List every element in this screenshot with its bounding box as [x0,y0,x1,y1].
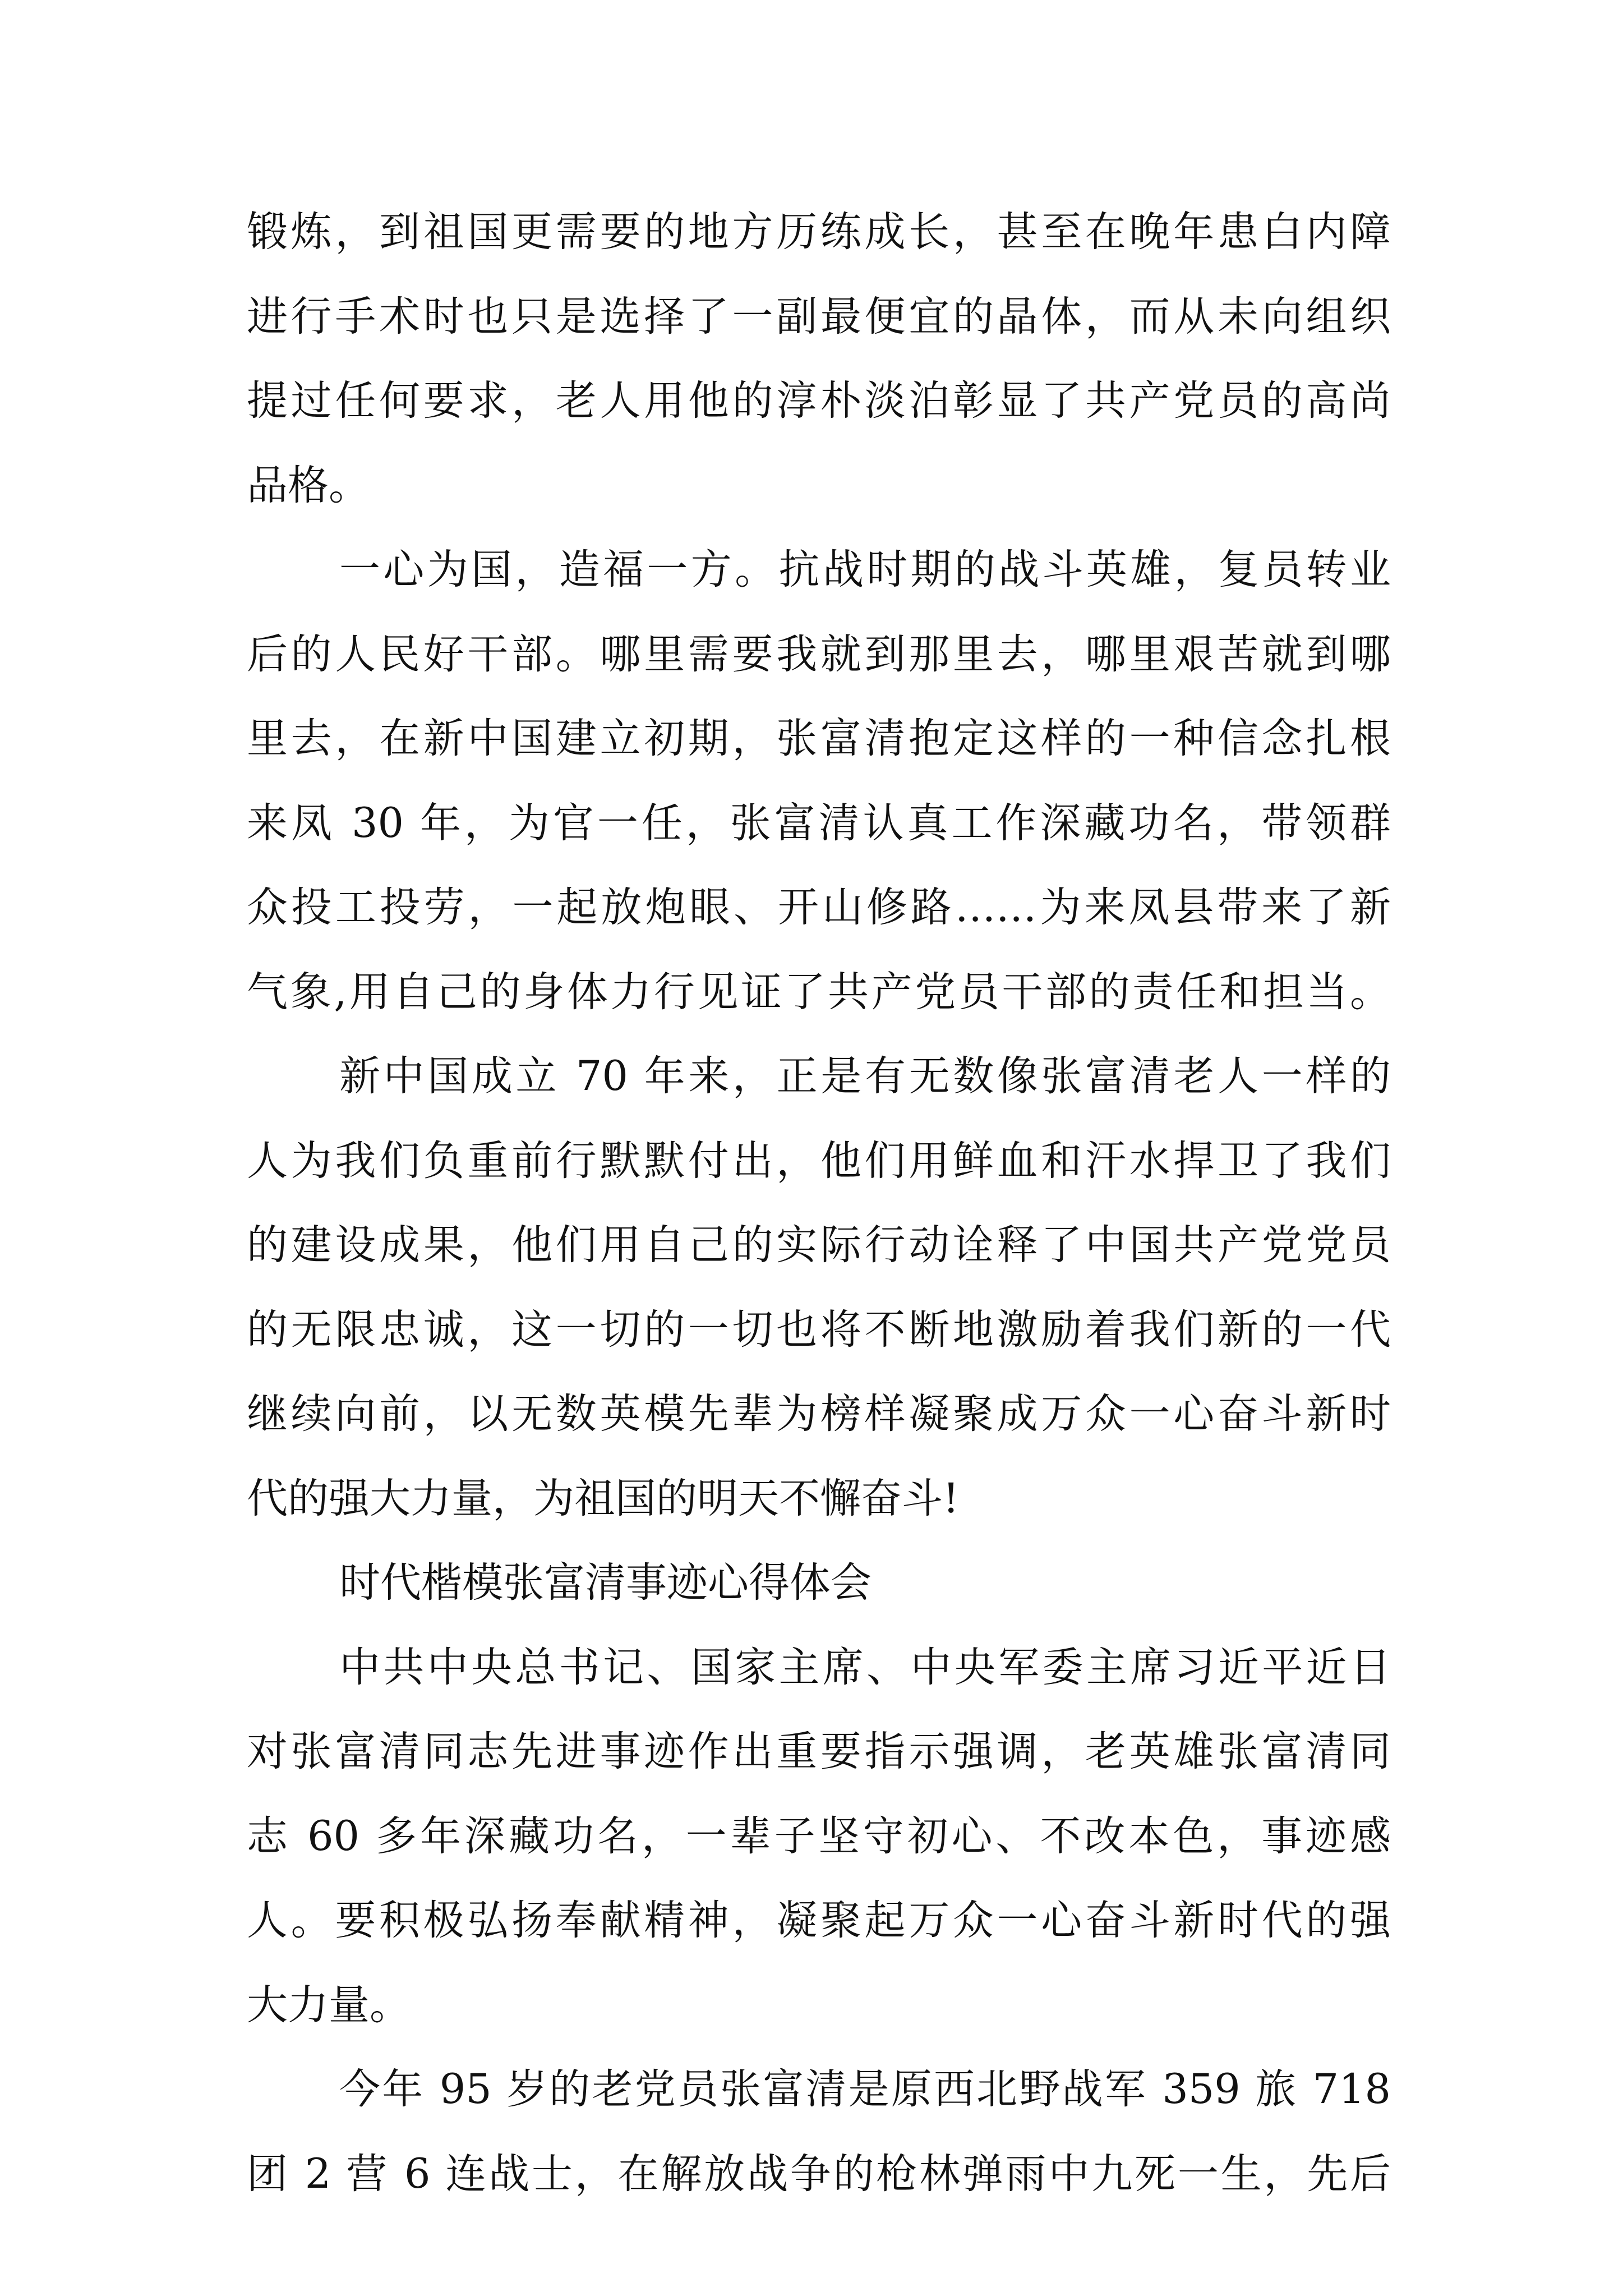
text-line-3 [0,359,1623,443]
text-line-15-content: 继续向前，以无数英模先辈为榜样凝聚成万众一心奋斗新时 [247,1390,1391,1438]
text-line-19 [0,1710,1623,1794]
text-line-9-content: 众投工投劳，一起放炮眼、开山修路……为来凤县带来了新 [247,884,1391,931]
text-line-2 [0,275,1623,359]
text-line-6 [0,613,1623,697]
text-line-18 [0,1626,1623,1710]
text-line-19-content: 对张富清同志先进事迹作出重要指示强调，老英雄张富清同 [247,1728,1391,1775]
text-line-24 [0,2132,1623,2216]
section-heading [0,1541,1623,1625]
text-line-11 [0,1034,1623,1119]
text-line-4 [0,444,1623,528]
text-line-10-content: 气象,用自己的身体力行见证了共产党员干部的责任和担当。 [247,968,1391,1016]
text-line-1-content: 锻炼，到祖国更需要的地方历练成长，甚至在晚年患白内障 [247,208,1391,256]
text-line-24-content: 团 2 营 6 连战士，在解放战争的枪林弹雨中九死一生，先后 [247,2150,1391,2198]
text-line-3-content: 提过任何要求，老人用他的淳朴淡泊彰显了共产党员的高尚 [247,377,1391,425]
text-line-20-content: 志 60 多年深藏功名，一辈子坚守初心、不改本色，事迹感 [247,1812,1391,1860]
text-line-21 [0,1879,1623,1963]
text-line-11-content: 新中国成立 70 年来，正是有无数像张富清老人一样的 [339,1052,1391,1100]
text-line-13-content: 的建设成果，他们用自己的实际行动诠释了中国共产党党员 [247,1221,1391,1269]
text-line-5 [0,528,1623,612]
text-line-7-content: 里去，在新中国建立初期，张富清抱定这样的一种信念扎根 [247,715,1391,762]
text-line-5-content: 一心为国，造福一方。抗战时期的战斗英雄，复员转业 [339,546,1391,593]
text-line-1 [0,190,1623,274]
text-line-13 [0,1203,1623,1287]
text-line-2-content: 进行手术时也只是选择了一副最便宜的晶体，而从未向组织 [247,293,1391,341]
text-line-6-content: 后的人民好干部。哪里需要我就到那里去，哪里艰苦就到哪 [247,631,1391,678]
text-line-7 [0,697,1623,781]
text-line-22-content: 大力量。 [247,1981,411,2029]
text-line-21-content: 人。要积极弘扬奉献精神，凝聚起万众一心奋斗新时代的强 [247,1897,1391,1944]
text-line-23-content: 今年 95 岁的老党员张富清是原西北野战军 359 旅 718 [339,2065,1391,2113]
text-line-16 [0,1457,1623,1541]
text-line-20 [0,1795,1623,1879]
text-line-4-content: 品格。 [247,462,370,509]
text-line-14-content: 的无限忠诚，这一切的一切也将不断地激励着我们新的一代 [247,1306,1391,1354]
text-line-22 [0,1963,1623,2047]
section-heading-text: 时代楷模张富清事迹心得体会 [339,1559,872,1607]
text-line-15 [0,1372,1623,1456]
text-line-16-content: 代的强大力量，为祖国的明天不懈奋斗! [247,1475,960,1522]
text-line-8 [0,781,1623,866]
text-line-23 [0,2047,1623,2132]
text-line-18-content: 中共中央总书记、国家主席、中央军委主席习近平近日 [339,1644,1391,1691]
text-line-10 [0,950,1623,1034]
text-line-9 [0,866,1623,950]
text-line-8-content: 来凤 30 年，为官一任，张富清认真工作深藏功名，带领群 [247,799,1391,847]
text-line-12-content: 人为我们负重前行默默付出，他们用鲜血和汗水捍卫了我们 [247,1137,1391,1185]
text-line-12 [0,1119,1623,1203]
text-line-14 [0,1288,1623,1372]
